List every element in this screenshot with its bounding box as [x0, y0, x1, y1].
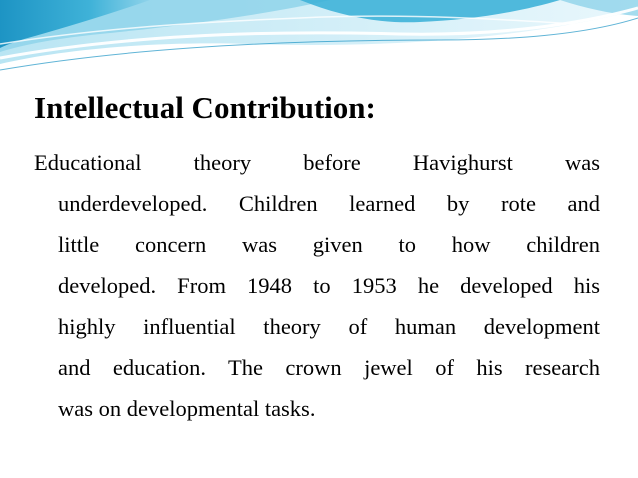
- paragraph-line-3: little concern was given to how children: [58, 232, 600, 257]
- paragraph-line-5: highly influential theory of human development: [58, 314, 600, 339]
- paragraph-line-7: was on developmental tasks.: [58, 396, 316, 421]
- paragraph-line-4: developed. From 1948 to 1953 he developed his: [58, 273, 600, 298]
- paragraph-line-2: underdeveloped. Children learned by rote and: [58, 191, 600, 216]
- body-paragraph: [34, 142, 600, 429]
- paragraph-line-1: Educational theory before Havighurst was: [34, 150, 600, 175]
- wave-header-decoration: [0, 0, 638, 80]
- slide-title: Intellectual Contribution:: [34, 90, 376, 125]
- paragraph-line-6: and education. The crown jewel of his research: [58, 355, 600, 380]
